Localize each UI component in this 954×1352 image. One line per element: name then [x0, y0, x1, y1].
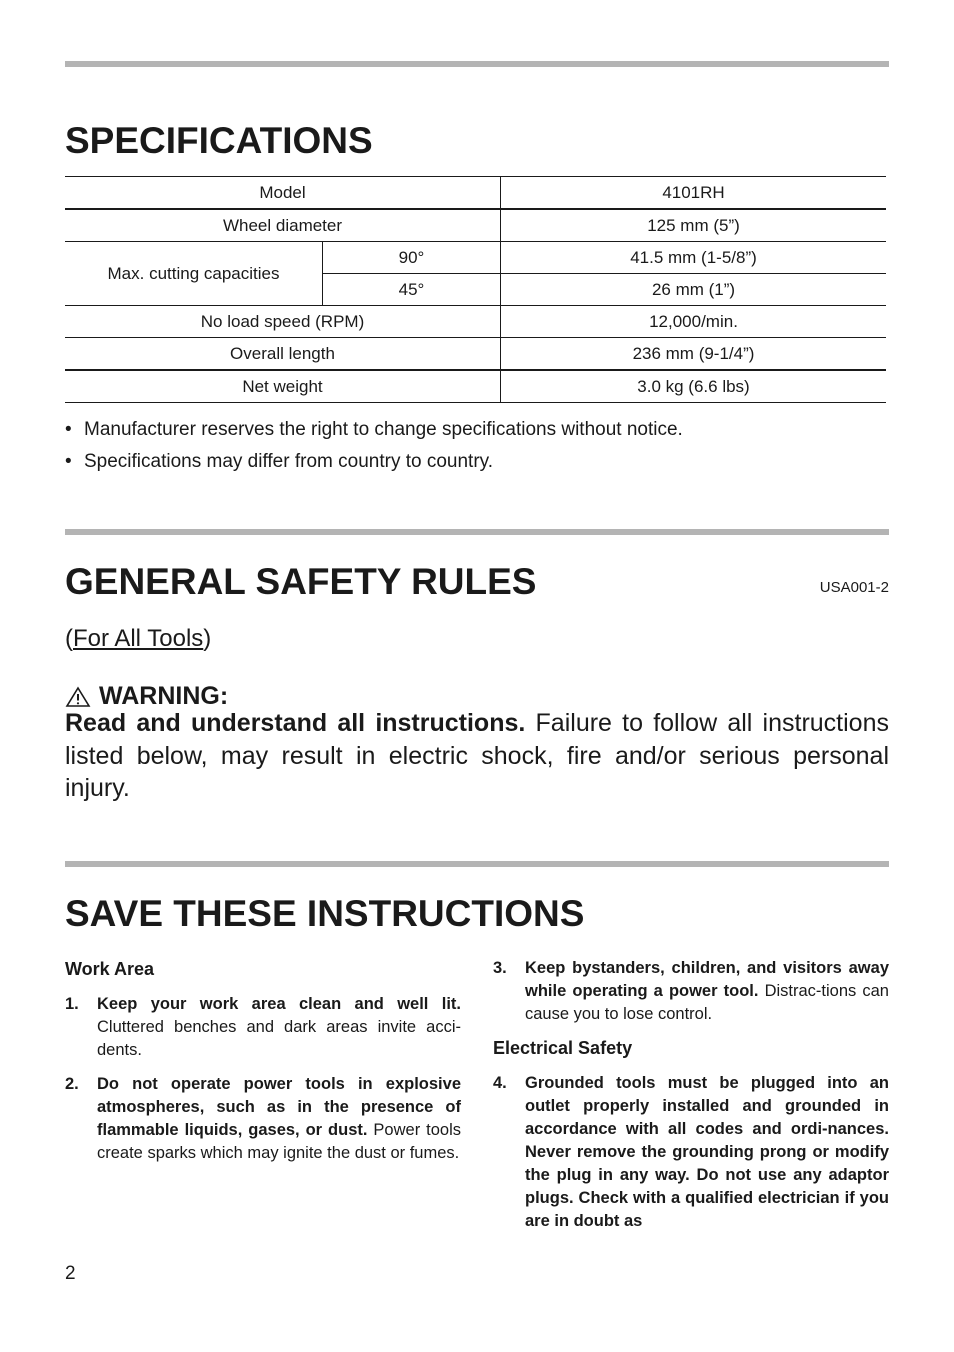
list-item: 2. Do not operate power tools in explosive atmospheres, such as in the presence of flammable liquids, gases, or dust. Power tools create sparks which may ignite the dust or fumes.	[65, 1075, 461, 1162]
save-instructions-title: SAVE THESE INSTRUCTIONS	[65, 893, 585, 934]
general-safety-title: GENERAL SAFETY RULES	[65, 561, 537, 602]
list-item: • Manufacturer reserves the right to change specifications without notice.	[65, 419, 683, 451]
wheel-value: 125 mm (5”)	[501, 209, 887, 242]
table-row	[65, 306, 886, 338]
model-label: Model	[65, 177, 501, 210]
length-value: 236 mm (9-1/4”)	[501, 338, 887, 371]
list-item: 3. Keep bystanders, children, and visitors away while operating a power tool. Distrac-tions can cause you to lose control.	[493, 959, 889, 1023]
capacity-90-value: 41.5 mm (1-5/8”)	[501, 242, 887, 274]
capacity-45-value: 26 mm (1”)	[501, 274, 887, 306]
speed-value: 12,000/min.	[501, 306, 887, 338]
for-all-tools-link-text: For All Tools	[73, 625, 204, 652]
right-column	[493, 957, 889, 1244]
work-area-heading: Work Area	[65, 959, 155, 979]
top-rule	[65, 61, 889, 67]
table-row	[65, 370, 886, 403]
document-code: USA001-2	[819, 579, 889, 596]
for-all-tools: (For All Tools)	[65, 625, 212, 652]
list-item: • Specifications may differ from country to country.	[65, 451, 683, 483]
capacity-label: Max. cutting capacities	[65, 242, 323, 306]
specifications-title: SPECIFICATIONS	[65, 120, 373, 161]
warning-triangle-icon	[65, 686, 91, 708]
warning-label: WARNING:	[99, 682, 229, 710]
section-rule	[65, 861, 889, 867]
warning-text: Read and understand all instructions. Failure to follow all instructions listed below, may result in electric shock, fire and/or serious personal injury.	[65, 709, 889, 802]
left-column	[65, 958, 461, 1176]
table-row	[65, 338, 886, 371]
page-number: 2	[65, 1263, 76, 1284]
capacity-45-label: 45°	[323, 274, 501, 306]
list-item: 1. Keep your work area clean and well lit. Cluttered benches and dark areas invite acci-dents.	[65, 995, 461, 1059]
wheel-label: Wheel diameter	[65, 209, 501, 242]
length-label: Overall length	[65, 338, 501, 371]
section-rule	[65, 529, 889, 535]
specification-notes	[65, 419, 683, 483]
table-row	[65, 209, 886, 242]
weight-value: 3.0 kg (6.6 lbs)	[501, 370, 887, 403]
list-item: 4. Grounded tools must be plugged into an outlet properly installed and grounded in accordance with all codes and ordi-nances. Never remove the grounding prong or modify the plug in any way. Do not use any adaptor plugs. Check with a qualified electrician if you are in doubt as	[493, 1074, 889, 1230]
table-row	[65, 242, 886, 274]
specifications-table	[65, 176, 886, 403]
table-row	[65, 177, 886, 210]
capacity-90-label: 90°	[323, 242, 501, 274]
electrical-safety-heading: Electrical Safety	[493, 1038, 633, 1058]
weight-label: Net weight	[65, 370, 501, 403]
speed-label: No load speed (RPM)	[65, 306, 501, 338]
model-value: 4101RH	[501, 177, 887, 210]
